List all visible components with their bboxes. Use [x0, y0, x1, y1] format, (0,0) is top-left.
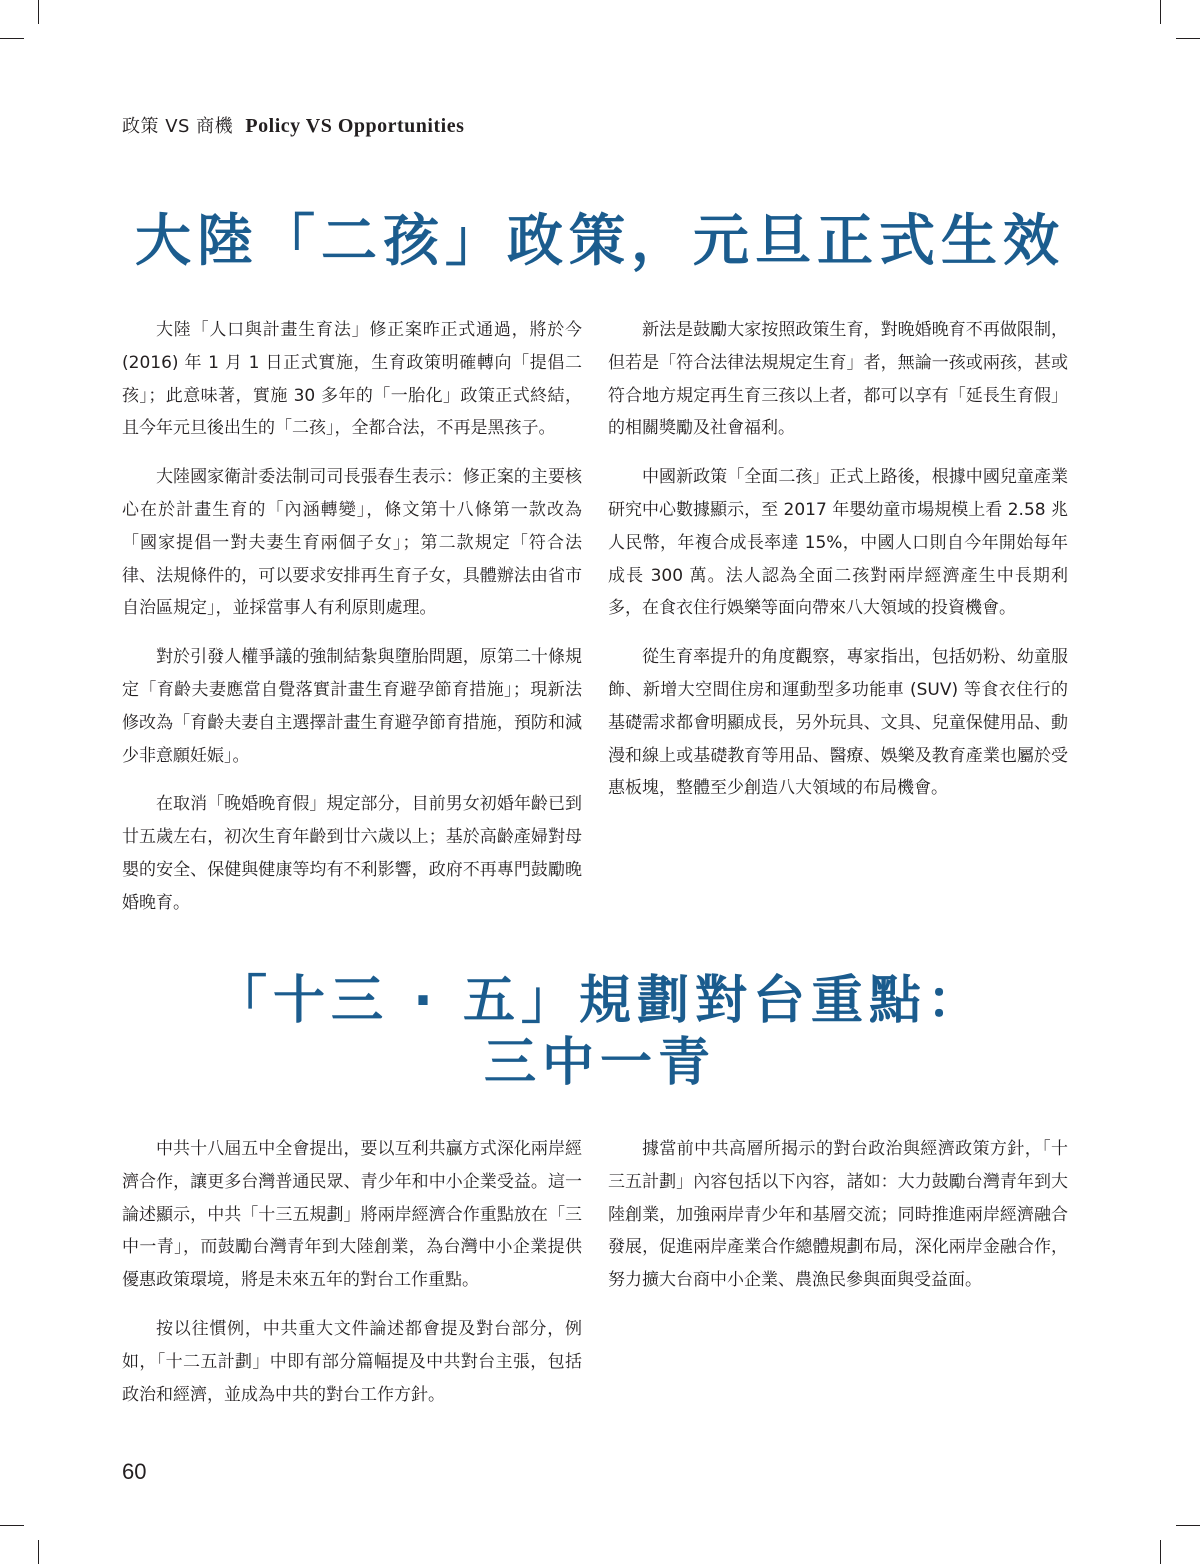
paragraph: 中國新政策「全面二孩」正式上路後，根據中國兒童產業研究中心數據顯示，至 2017 年嬰幼童市場規模上看 2.58 兆人民幣，年複合成長率達 15%，中國人口則自今年開始每年成長 300 萬。法人認為全面二孩對兩岸經濟產生中長期利多，在食衣住行娛樂等面向帶來八大領域的投資機會。: [608, 467, 1068, 619]
crop-mark: [1160, 1540, 1161, 1564]
article2-title: [0, 970, 1200, 1094]
paragraph: 從生育率提升的角度觀察，專家指出，包括奶粉、幼童服飾、新增大空間住房和運動型多功能車 (SUV) 等食衣住行的基礎需求都會明顯成長，另外玩具、文具、兒童保健用品、動漫和線上或基礎教育等用品、醫療、娛樂及教育產業也屬於受惠板塊，整體至少創造八大領域的布局機會。: [608, 647, 1068, 799]
crop-mark: [0, 38, 24, 39]
paragraph: 據當前中共高層所揭示的對台政治與經濟政策方針，「十三五計劃」內容包括以下內容，諸如：大力鼓勵台灣青年到大陸創業，加強兩岸青少年和基層交流；同時推進兩岸經濟融合發展，促進兩岸產業合作總體規劃布局，深化兩岸金融合作，努力擴大台商中小企業、農漁民參與面與受益面。: [608, 1139, 1068, 1291]
crop-mark: [1176, 38, 1200, 39]
crop-mark: [38, 0, 39, 24]
crop-mark: [0, 1525, 24, 1526]
crop-mark: [38, 1540, 39, 1564]
paragraph: 對於引發人權爭議的強制結紮與墮胎問題，原第二十條規定「育齡夫妻應當自覺落實計畫生育避孕節育措施」；現新法修改為「育齡夫妻自主選擇計畫生育避孕節育措施，預防和減少非意願妊娠」。: [122, 647, 582, 766]
running-header: [122, 114, 464, 139]
paragraph: 在取消「晚婚晚育假」規定部分，目前男女初婚年齡已到廿五歲左右，初次生育年齡到廿六歲以上；基於高齡產婦對母嬰的安全、保健與健康等均有不利影響，政府不再專門鼓勵晚婚晚育。: [122, 794, 582, 913]
paragraph: 中共十八屆五中全會提出，要以互利共贏方式深化兩岸經濟合作，讓更多台灣普通民眾、青少年和中小企業受益。這一論述顯示，中共「十三五規劃」將兩岸經濟合作重點放在「三中一青」，而鼓勵台灣青年到大陸創業，為台灣中小企業提供優惠政策環境，將是未來五年的對台工作重點。: [122, 1139, 582, 1291]
article2-title-line2: 三中一青: [483, 1033, 716, 1093]
article1-title: 大陸「二孩」政策，元旦正式生效: [135, 209, 1065, 274]
article1-right-column: [608, 314, 1068, 821]
article2-left-column: [122, 1133, 582, 1427]
article2-right-column: [608, 1133, 1068, 1313]
paragraph: 大陸「人口與計畫生育法」修正案昨正式通過，將於今 (2016) 年 1 月 1 日正式實施，生育政策明確轉向「提倡二孩」；此意味著，實施 30 多年的「一胎化」政策正式終結，且今年元旦後出生的「二孩」，全都合法，不再是黑孩子。: [122, 320, 582, 439]
paragraph: 按以往慣例，中共重大文件論述都會提及對台部分，例如，「十二五計劃」中即有部分篇幅提及中共對台主張，包括政治和經濟，並成為中共的對台工作方針。: [122, 1318, 582, 1405]
crop-mark: [1160, 0, 1161, 24]
header-en: Policy VS Opportunities: [245, 115, 465, 137]
page-number: 60: [122, 1459, 147, 1484]
crop-mark: [1176, 1525, 1200, 1526]
article2-title-line1: 「十三 · 五」規劃對台重點：: [215, 971, 985, 1031]
header-zh: 政策 VS 商機: [122, 116, 234, 137]
paragraph: 大陸國家衛計委法制司司長張春生表示：修正案的主要核心在於計畫生育的「內涵轉變」，條文第十八條第一款改為「國家提倡一對夫妻生育兩個子女」；第二款規定「符合法律、法規條件的，可以要求安排再生育子女，具體辦法由省市自治區規定」，並採當事人有利原則處理。: [122, 467, 582, 619]
article1-left-column: [122, 314, 582, 936]
paragraph: 新法是鼓勵大家按照政策生育，對晚婚晚育不再做限制，但若是「符合法律法規規定生育」者，無論一孩或兩孩，甚或符合地方規定再生育三孩以上者，都可以享有「延長生育假」的相關獎勵及社會福利。: [608, 320, 1068, 439]
